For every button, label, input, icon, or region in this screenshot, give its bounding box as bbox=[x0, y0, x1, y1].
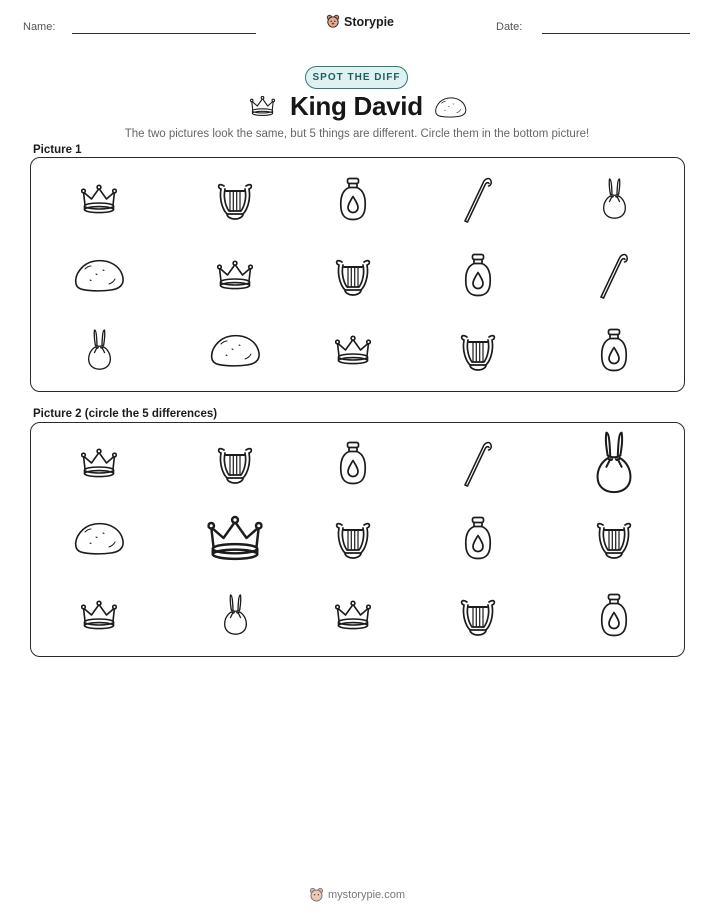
title-stone-icon bbox=[434, 96, 467, 123]
page-title: King David bbox=[290, 91, 423, 121]
stone-icon bbox=[73, 256, 125, 294]
oil-jar-icon[interactable] bbox=[338, 440, 368, 487]
pouch-icon[interactable] bbox=[223, 593, 248, 637]
harp-icon bbox=[458, 326, 498, 374]
oil-jar-icon[interactable] bbox=[599, 592, 629, 639]
footer bbox=[0, 887, 714, 903]
name-label: Name: bbox=[23, 21, 56, 33]
crown-icon bbox=[216, 260, 254, 290]
harp-icon bbox=[215, 175, 255, 223]
brand-name: Storypie bbox=[344, 14, 395, 29]
oil-jar-icon bbox=[338, 176, 368, 223]
crown-icon[interactable] bbox=[334, 600, 372, 630]
brand-logo bbox=[326, 14, 394, 29]
pouch-icon bbox=[87, 328, 112, 372]
pouch-icon[interactable] bbox=[595, 430, 633, 496]
title-crown-icon bbox=[250, 95, 275, 122]
harp-icon[interactable] bbox=[333, 514, 373, 562]
staff-icon[interactable] bbox=[463, 438, 493, 488]
harp-icon[interactable] bbox=[458, 591, 498, 639]
bear-icon bbox=[326, 14, 340, 29]
date-label: Date: bbox=[496, 21, 523, 33]
oil-jar-icon bbox=[599, 327, 629, 374]
footer-url: mystorypie.com bbox=[327, 889, 406, 901]
picture-2-label: Picture 2 (circle the 5 differences) bbox=[33, 408, 218, 420]
spot-the-diff-badge: SPOT THE DIFF bbox=[305, 66, 408, 89]
stone-icon bbox=[209, 331, 261, 369]
harp-icon bbox=[333, 251, 373, 299]
oil-jar-icon[interactable] bbox=[463, 515, 493, 562]
crown-icon[interactable] bbox=[207, 515, 263, 561]
staff-icon bbox=[599, 250, 629, 300]
date-line[interactable] bbox=[542, 33, 690, 34]
instructions: The two pictures look the same, but 5 things are different. Circle them in the bottom picture! bbox=[124, 128, 590, 140]
pouch-icon bbox=[602, 177, 627, 221]
staff-icon bbox=[463, 174, 493, 224]
oil-jar-icon bbox=[463, 252, 493, 299]
crown-icon[interactable] bbox=[80, 600, 118, 630]
picture-1-label: Picture 1 bbox=[33, 144, 82, 156]
crown-icon[interactable] bbox=[80, 448, 118, 478]
name-line[interactable] bbox=[72, 33, 256, 34]
stone-icon[interactable] bbox=[73, 519, 125, 557]
harp-icon[interactable] bbox=[594, 515, 634, 561]
bear-icon bbox=[309, 887, 324, 903]
crown-icon bbox=[80, 184, 118, 214]
harp-icon[interactable] bbox=[215, 439, 255, 487]
crown-icon bbox=[334, 335, 372, 365]
